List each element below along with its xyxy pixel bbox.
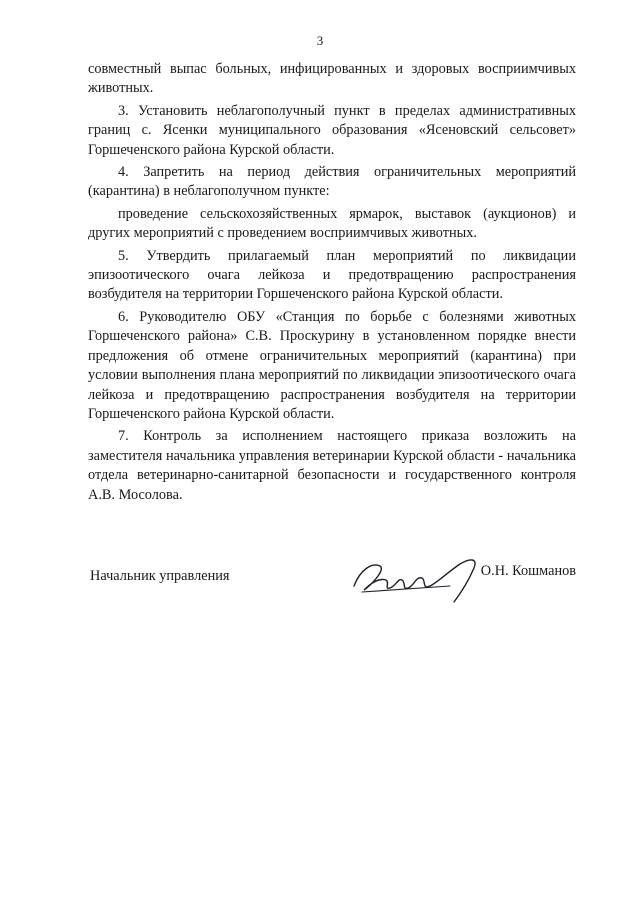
document-body [88,60,576,508]
paragraph-item-6: 6. Руководителю ОБУ «Станция по борьбе с болезнями животных Горшеченского района» С.В. Проскурину в установленном порядке внести предложения об отмене ограничительных мероприятий (карантина) при условии выполнения плана мероприятий по ликвидации эпизоотического очага лейкоза и предотвращению распространения возбудителя на территории Горшеченского района Курской области. [88,308,576,422]
paragraph-item-4-detail: проведение сельскохозяйственных ярмарок, выставок (аукционов) и других мероприятий с проведением восприимчивых животных. [88,205,576,242]
signature-block [88,560,576,620]
signatory-name: О.Н. Кошманов [480,563,576,579]
signatory-title: Начальник управления [90,568,230,584]
paragraph-item-4: 4. Запретить на период действия ограничительных мероприятий (карантина) в неблагополучном пункте: [88,164,576,200]
handwritten-signature [350,546,500,606]
paragraph-item-3: 3. Установить неблагополучный пункт в пределах административных границ с. Ясенки муниципального образования «Ясеновский сельсовет» Горшеченского района Курской области. [88,102,576,158]
page-number: 3 [316,33,324,48]
paragraph-item-7: 7. Контроль за исполнением настоящего приказа возложить на заместителя начальника управления ветеринарии Курской области - начальника отдела ветеринарно-санитарной безопасности и государственного контроля А.В. Мосолова. [88,428,576,503]
paragraph-item-5: 5. Утвердить прилагаемый план мероприятий по ликвидации эпизоотического очага лейкоза и предотвращению распространения возбудителя на территории Горшеченского района Курской области. [88,247,576,303]
paragraph-continuation: совместный выпас больных, инфицированных и здоровых восприимчивых животных. [88,61,576,97]
